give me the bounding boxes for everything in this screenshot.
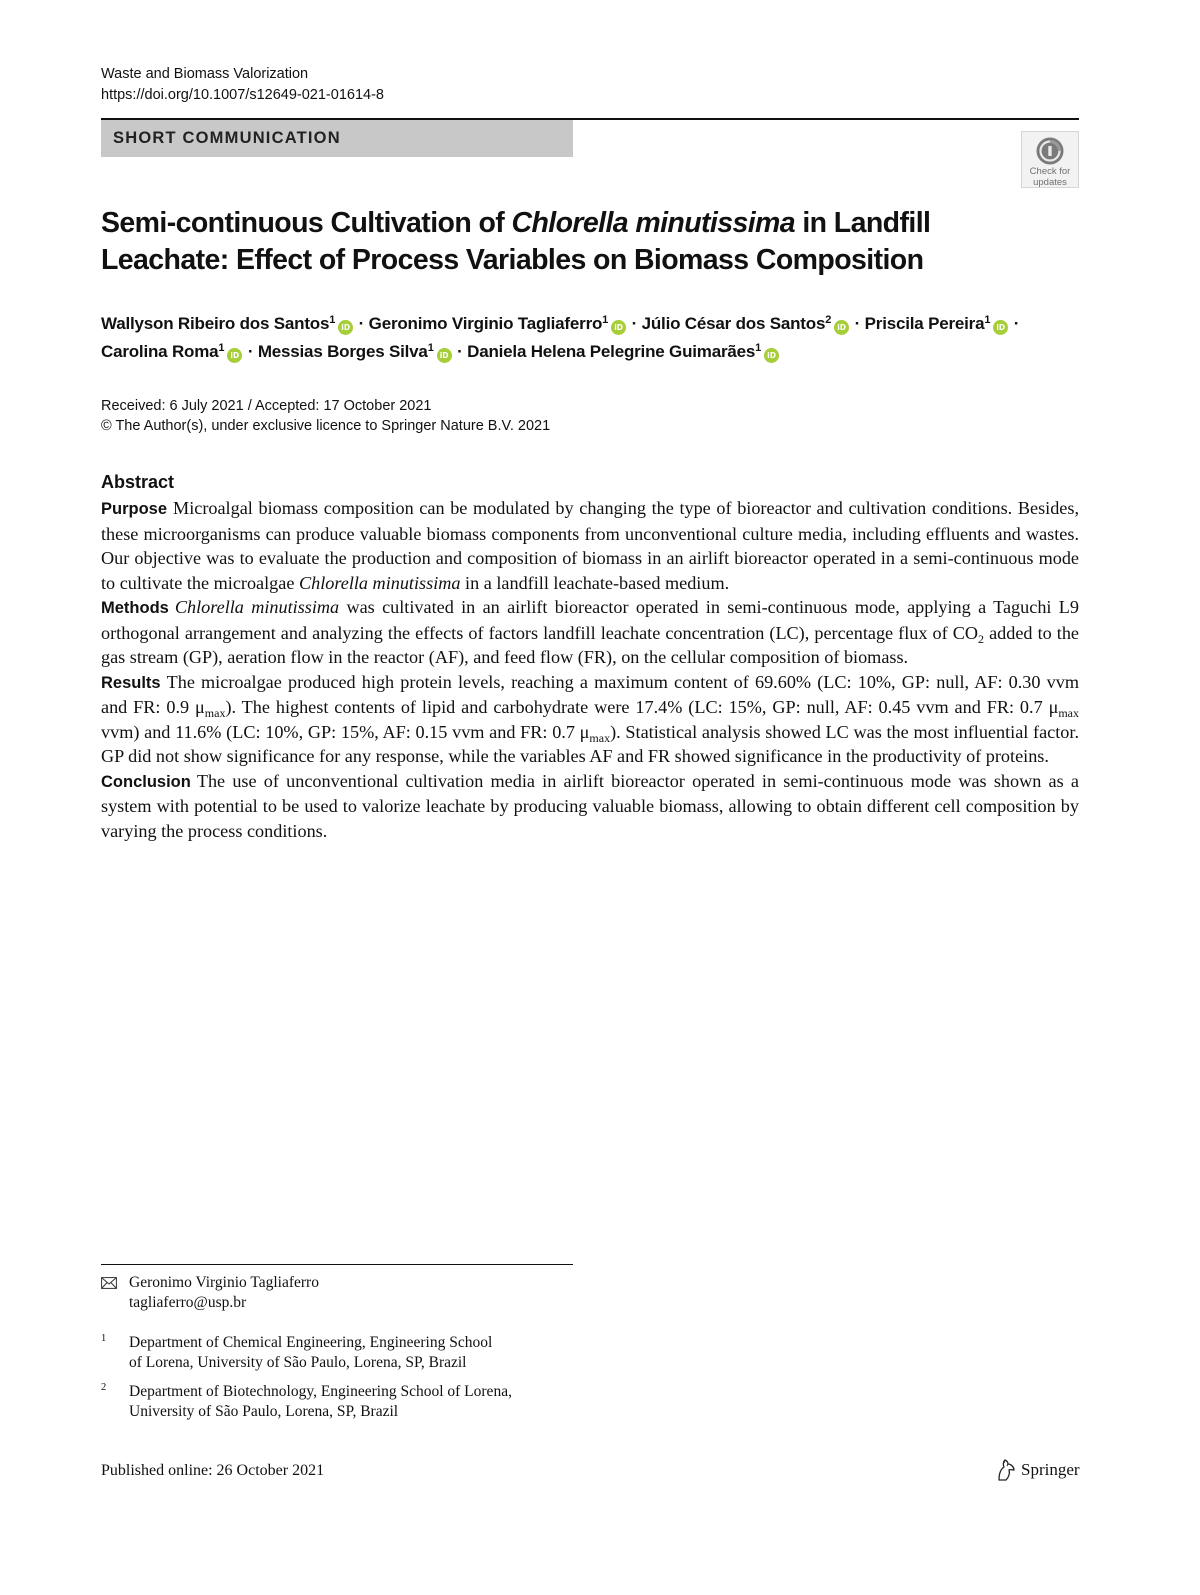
results-seg1: The microalgae produced high protein levels, reaching a maximum content of 69.60% (LC: 10%, GP: null, AF: 0.30 vvm and FR: 0.9 μ: [101, 671, 1079, 717]
journal-name: Waste and Biomass Valorization: [101, 66, 309, 82]
copyright-notice: © The Author(s), under exclusive licence to Springer Nature B.V. 2021: [101, 418, 551, 434]
abstract-methods: [101, 595, 1079, 670]
author-separator: ·: [1009, 314, 1020, 333]
affiliation-line: University of São Paulo, Lorena, SP, Brazil: [129, 1403, 399, 1420]
abstract-heading: Abstract: [101, 472, 175, 492]
orcid-icon[interactable]: iD: [764, 348, 779, 363]
abstract-results: [101, 670, 1079, 769]
results-label: Results: [101, 673, 161, 692]
affiliation-number: 2: [101, 1382, 107, 1393]
methods-subscript: 2: [978, 631, 985, 646]
author-name[interactable]: Wallyson Ribeiro dos Santos: [101, 314, 330, 333]
conclusion-text: The use of unconventional cultivation media in airlift bioreactor operated in semi-continuous mode was shown as a system with potential to be used to valorize leachate by producing valuable biomass, allowing to obtain different cell composition by varying the process conditions.: [101, 770, 1079, 841]
author-name[interactable]: Geronimo Virginio Tagliaferro: [368, 314, 603, 333]
author-separator: ·: [354, 314, 369, 333]
check-for-updates-badge[interactable]: [1021, 131, 1079, 188]
orcid-icon[interactable]: iD: [611, 320, 626, 335]
author-name[interactable]: Messias Borges Silva: [257, 342, 428, 361]
results-seg4: ). Statistical analysis showed LC was the most influential factor. GP did not show significance for any response, while the variables AF and FR showed significance in the productivity of proteins.: [101, 721, 1079, 766]
author-affiliation: 1: [755, 342, 762, 354]
doi-link[interactable]: https://doi.org/10.1007/s12649-021-01614-8: [101, 87, 384, 103]
author-name[interactable]: Priscila Pereira: [864, 314, 985, 333]
article-type-banner: [101, 120, 573, 157]
abstract-body: [101, 496, 1079, 843]
title-part2: in Landfill Leachate: Effect of Process Variables on Biomass Composition: [101, 207, 931, 276]
published-date: Published online: 26 October 2021: [101, 1462, 325, 1479]
journal-header: [101, 64, 384, 106]
author-affiliation: 1: [602, 314, 609, 326]
orcid-icon[interactable]: iD: [227, 348, 242, 363]
methods-text-a: was cultivated in an airlift bioreactor operated in semi-continuous mode, applying a Taguchi L9 orthogonal arrangement and analyzing the effects of factors landfill leachate concentration (LC), percentage flux of CO: [101, 597, 1079, 643]
corresponding-name: Geronimo Virginio Tagliaferro: [129, 1274, 319, 1291]
orcid-icon[interactable]: iD: [437, 348, 452, 363]
affiliation-line: Department of Biotechnology, Engineering School of Lorena,: [129, 1383, 512, 1400]
article-type-label: SHORT COMMUNICATION: [113, 129, 341, 147]
author-separator: ·: [627, 314, 642, 333]
author-affiliation: 1: [427, 342, 434, 354]
author-name[interactable]: Júlio César dos Santos: [641, 314, 826, 333]
affiliation-line: of Lorena, University of São Paulo, Lorena, SP, Brazil: [129, 1354, 467, 1371]
author-affiliation: 1: [218, 342, 225, 354]
author-affiliation: 1: [329, 314, 336, 326]
author-separator: ·: [452, 342, 468, 361]
affiliation-1: [101, 1333, 573, 1373]
purpose-species: Chlorella minutissima: [298, 572, 461, 593]
methods-text-b: added to the gas stream (GP), aeration flow in the reactor (AF), and feed flow (FR), on the cellular composition of biomass.: [101, 622, 1079, 667]
author-affiliation: 2: [825, 314, 832, 326]
purpose-label: Purpose: [101, 500, 168, 518]
orcid-icon[interactable]: iD: [338, 320, 353, 335]
results-seg3: vvm) and 11.6% (LC: 10%, GP: 15%, AF: 0.15 vvm and FR: 0.7 μ: [101, 721, 590, 742]
check-updates-icon: [1035, 136, 1065, 166]
affiliation-line: Department of Chemical Engineering, Engineering School: [129, 1334, 493, 1351]
received-accepted: Received: 6 July 2021 / Accepted: 17 October 2021: [101, 398, 432, 414]
title-part1: Semi-continuous Cultivation of: [101, 207, 512, 239]
orcid-icon[interactable]: iD: [993, 320, 1008, 335]
abstract-conclusion: [101, 769, 1079, 844]
conclusion-label: Conclusion: [101, 772, 191, 791]
abstract-purpose: [101, 496, 1079, 595]
article-dates: [101, 396, 550, 436]
author-name[interactable]: Carolina Roma: [101, 342, 219, 361]
results-seg2: ). The highest contents of lipid and carbohydrate were 17.4% (LC: 15%, GP: null, AF: 0.45 vvm and FR: 0.7 μ: [225, 697, 1059, 717]
title-species: Chlorella minutissima: [511, 207, 796, 239]
publisher-name: Springer: [1021, 1460, 1080, 1479]
check-updates-line1: Check for: [1029, 166, 1071, 177]
author-list: [101, 310, 1091, 366]
results-sub2: max: [1058, 706, 1080, 720]
publisher-logo: [995, 1458, 1080, 1482]
purpose-text-b: in a landfill leachate-based medium.: [460, 572, 730, 593]
results-sub1: max: [204, 706, 226, 720]
methods-label: Methods: [101, 599, 169, 617]
author-name[interactable]: Daniela Helena Pelegrine Guimarães: [467, 342, 756, 361]
purpose-text-a: Microalgal biomass composition can be modulated by changing the type of bioreactor and cultivation conditions. Besides, these microorganisms can produce valuable biomass components from unconventional culture media, including effluents and wastes. Our objective was to evaluate the production and composition of biomass in an airlift bioreactor operated in a semi-continuous mode to cultivate the microalgae: [101, 498, 1079, 593]
affiliation-number: 1: [101, 1333, 107, 1344]
orcid-icon[interactable]: iD: [834, 320, 849, 335]
footnote-rule: [101, 1264, 573, 1265]
author-separator: ·: [850, 314, 865, 333]
author-separator: ·: [243, 342, 258, 361]
author-affiliation: 1: [984, 314, 991, 326]
article-title: [101, 205, 1061, 279]
corresponding-email[interactable]: tagliaferro@usp.br: [129, 1294, 247, 1311]
springer-horse-icon: [995, 1458, 1017, 1482]
check-updates-line2: updates: [1033, 177, 1067, 188]
methods-species: Chlorella minutissima: [174, 597, 340, 617]
corresponding-author: [101, 1273, 319, 1313]
results-sub3: max: [589, 730, 611, 745]
envelope-icon: [101, 1277, 117, 1289]
affiliation-2: [101, 1382, 573, 1422]
